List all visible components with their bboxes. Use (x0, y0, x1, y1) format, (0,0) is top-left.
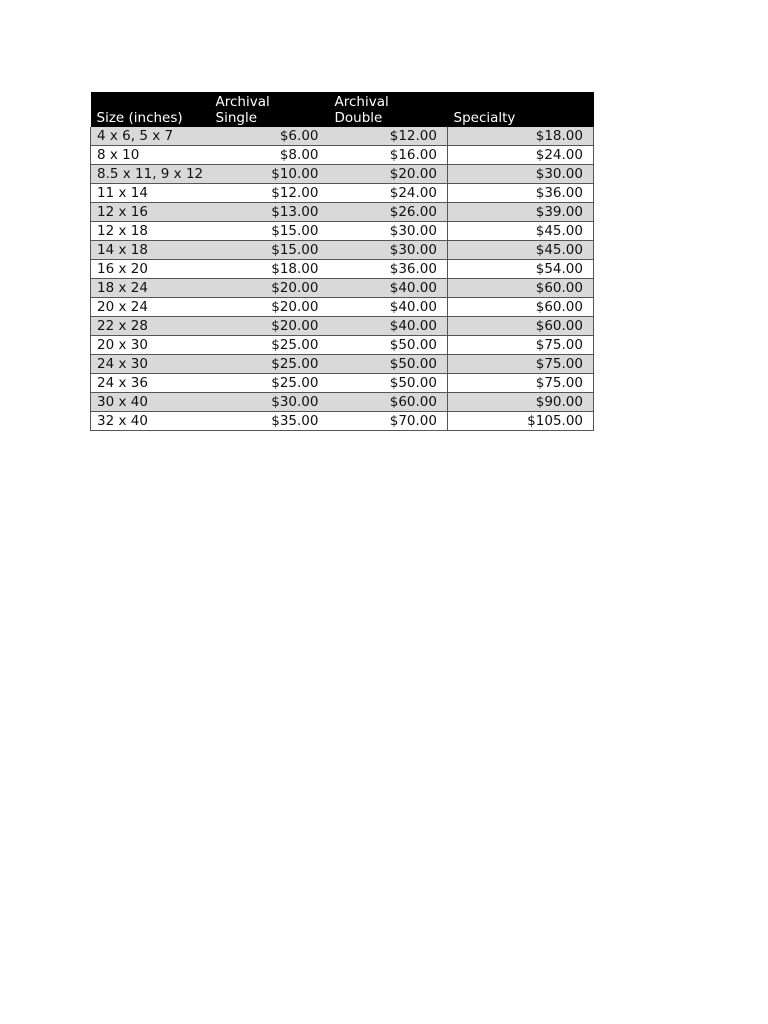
table-row (91, 317, 594, 336)
archival-double-cell: $24.00 (329, 184, 448, 203)
specialty-cell: $60.00 (448, 317, 594, 336)
specialty-cell: $45.00 (448, 222, 594, 241)
size-cell: 22 x 28 (91, 317, 210, 336)
archival-single-cell: $25.00 (210, 374, 329, 393)
archival-double-cell: $30.00 (329, 222, 448, 241)
table-row (91, 165, 594, 184)
table-row (91, 222, 594, 241)
table-row (91, 336, 594, 355)
size-cell: 11 x 14 (91, 184, 210, 203)
specialty-cell: $54.00 (448, 260, 594, 279)
size-cell: 4 x 6, 5 x 7 (91, 127, 210, 146)
table-row (91, 279, 594, 298)
archival-double-cell: $70.00 (329, 412, 448, 431)
size-cell: 30 x 40 (91, 393, 210, 412)
specialty-cell: $24.00 (448, 146, 594, 165)
table-body (91, 127, 594, 431)
size-cell: 8.5 x 11, 9 x 12 (91, 165, 210, 184)
archival-single-cell: $25.00 (210, 355, 329, 374)
archival-double-cell: $12.00 (329, 127, 448, 146)
archival-single-cell: $10.00 (210, 165, 329, 184)
archival-double-cell: $16.00 (329, 146, 448, 165)
archival-single-cell: $13.00 (210, 203, 329, 222)
table-row (91, 184, 594, 203)
archival-double-cell: $40.00 (329, 298, 448, 317)
header-specialty-line: Specialty (453, 110, 516, 126)
table-row (91, 412, 594, 431)
archival-single-cell: $30.00 (210, 393, 329, 412)
size-cell: 16 x 20 (91, 260, 210, 279)
specialty-cell: $90.00 (448, 393, 594, 412)
archival-single-cell: $18.00 (210, 260, 329, 279)
table-row (91, 374, 594, 393)
specialty-cell: $45.00 (448, 241, 594, 260)
archival-double-cell: $40.00 (329, 317, 448, 336)
table-row (91, 298, 594, 317)
size-cell: 12 x 16 (91, 203, 210, 222)
header-archival-single (210, 92, 329, 127)
archival-single-cell: $20.00 (210, 317, 329, 336)
header-size (91, 92, 210, 127)
specialty-cell: $105.00 (448, 412, 594, 431)
archival-single-cell: $15.00 (210, 241, 329, 260)
archival-single-cell: $6.00 (210, 127, 329, 146)
archival-single-cell: $20.00 (210, 298, 329, 317)
specialty-cell: $75.00 (448, 336, 594, 355)
specialty-cell: $36.00 (448, 184, 594, 203)
archival-double-cell: $20.00 (329, 165, 448, 184)
size-cell: 20 x 24 (91, 298, 210, 317)
table-row (91, 260, 594, 279)
size-cell: 18 x 24 (91, 279, 210, 298)
size-cell: 14 x 18 (91, 241, 210, 260)
table-row (91, 241, 594, 260)
archival-single-cell: $25.00 (210, 336, 329, 355)
size-cell: 8 x 10 (91, 146, 210, 165)
specialty-cell: $39.00 (448, 203, 594, 222)
header-size-line: Size (inches) (96, 110, 183, 126)
specialty-cell: $30.00 (448, 165, 594, 184)
header-archival-double (329, 92, 448, 127)
archival-double-cell: $40.00 (329, 279, 448, 298)
table-row (91, 146, 594, 165)
archival-single-cell: $35.00 (210, 412, 329, 431)
specialty-cell: $75.00 (448, 374, 594, 393)
size-cell: 12 x 18 (91, 222, 210, 241)
header-archival-single-line-1: Archival (215, 94, 270, 110)
table-row (91, 355, 594, 374)
archival-double-cell: $36.00 (329, 260, 448, 279)
size-cell: 24 x 30 (91, 355, 210, 374)
archival-single-cell: $8.00 (210, 146, 329, 165)
header-specialty (448, 92, 594, 127)
size-cell: 24 x 36 (91, 374, 210, 393)
header-row (91, 92, 594, 127)
archival-double-cell: $60.00 (329, 393, 448, 412)
header-archival-single-line-2: Single (215, 110, 258, 126)
specialty-cell: $75.00 (448, 355, 594, 374)
archival-double-cell: $26.00 (329, 203, 448, 222)
table-row (91, 127, 594, 146)
header-archival-double-line-2: Double (334, 110, 383, 126)
specialty-cell: $18.00 (448, 127, 594, 146)
table-row (91, 203, 594, 222)
archival-single-cell: $12.00 (210, 184, 329, 203)
specialty-cell: $60.00 (448, 298, 594, 317)
archival-double-cell: $50.00 (329, 355, 448, 374)
archival-double-cell: $30.00 (329, 241, 448, 260)
table-row (91, 393, 594, 412)
archival-single-cell: $20.00 (210, 279, 329, 298)
size-cell: 20 x 30 (91, 336, 210, 355)
table-header (91, 92, 594, 127)
archival-double-cell: $50.00 (329, 374, 448, 393)
specialty-cell: $60.00 (448, 279, 594, 298)
size-cell: 32 x 40 (91, 412, 210, 431)
archival-double-cell: $50.00 (329, 336, 448, 355)
header-archival-double-line-1: Archival (334, 94, 389, 110)
archival-single-cell: $15.00 (210, 222, 329, 241)
price-table (90, 92, 594, 431)
